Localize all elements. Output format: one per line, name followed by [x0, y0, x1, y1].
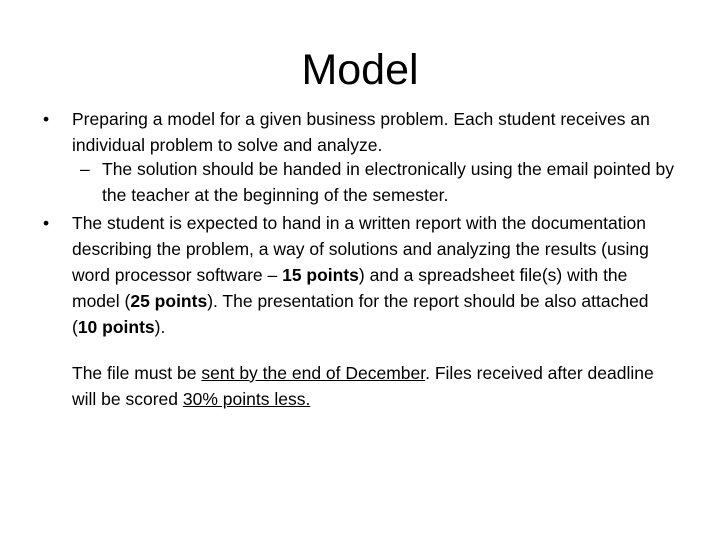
- deadline-text: . Files received after deadline will be scored: [72, 363, 654, 409]
- bullet-marker: •: [43, 213, 50, 233]
- bullet-2-text: ). The presentation for the report should be also attached (: [72, 291, 649, 337]
- bullet-2-text: ).: [154, 317, 166, 337]
- points-presentation: 10 points: [77, 317, 155, 337]
- deadline-emphasis: sent by the end of December: [201, 363, 426, 383]
- spacer: [72, 340, 672, 360]
- bullet-2-text: The student is expected to hand in a written report with the documentation describing the problem, a way of solutions and analyzing the results (using word processor software –: [72, 213, 649, 285]
- bullet-1: Preparing a model for a given business problem. Each student receives an individual problem to solve and analyze.: [72, 109, 650, 155]
- dash-marker: –: [80, 159, 90, 179]
- points-model: 25 points: [130, 291, 208, 311]
- bullet-marker: •: [43, 109, 50, 129]
- penalty-emphasis: 30% points less.: [182, 389, 311, 409]
- bullet-2: [72, 210, 672, 412]
- deadline-text: The file must be: [72, 363, 202, 383]
- sub-bullet-1: The solution should be handed in electronically using the email pointed by the teacher at the beginning of the semester.: [102, 159, 675, 205]
- slide-title: Model: [301, 46, 419, 94]
- bullet-2-text: ) and a spreadsheet file(s) with the model (: [72, 265, 628, 311]
- points-report: 15 points: [282, 265, 359, 285]
